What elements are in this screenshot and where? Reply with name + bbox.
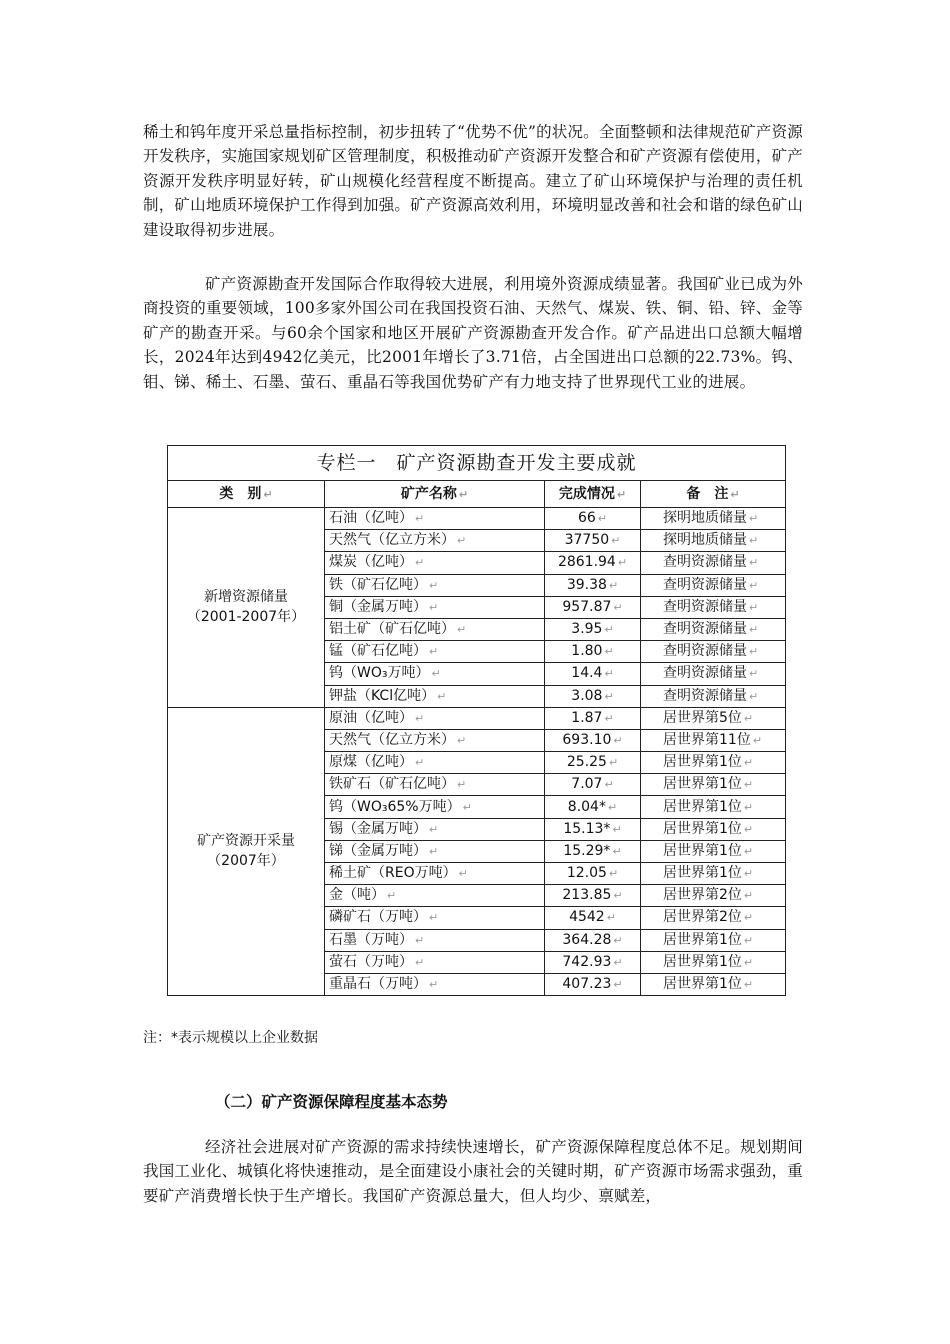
mineral-name-cell (325, 818, 545, 840)
mineral-name-cell (325, 885, 545, 907)
paragraph-mark-icon: ↵ (458, 867, 468, 881)
paragraph-mark-icon: ↵ (613, 978, 623, 992)
completion-value-cell-text: 25.25 (566, 754, 607, 771)
paragraph-mark-icon: ↵ (429, 645, 439, 659)
completion-value-cell-text: 3.08 (571, 687, 603, 704)
remark-cell (641, 796, 786, 818)
paragraph-mark-icon: ↵ (457, 778, 467, 792)
remark-cell-text: 居世界第1位 (663, 865, 742, 882)
paragraph-mark-icon: ↵ (415, 711, 425, 725)
paragraph-mark-icon: ↵ (749, 623, 759, 637)
table-footnote: 注：*表示规模以上企业数据 (143, 1030, 318, 1046)
completion-value-cell-text: 15.13* (563, 820, 611, 837)
remark-cell (641, 929, 786, 951)
paragraph-mark-icon: ↵ (608, 578, 619, 592)
mineral-name-cell-text: 原煤（亿吨） (329, 754, 413, 771)
paragraph-mark-icon: ↵ (617, 556, 628, 570)
remark-cell-text: 居世界第2位 (663, 909, 742, 926)
completion-value-cell-text: 12.05 (566, 865, 607, 882)
paragraph-mark-icon: ↵ (743, 955, 754, 969)
paragraph-mark-icon: ↵ (387, 889, 397, 903)
remark-cell (641, 752, 786, 774)
paragraph-mark-icon: ↵ (743, 889, 754, 903)
paragraph-mark-icon: ↵ (743, 756, 754, 770)
paragraph-mark-icon: ↵ (415, 512, 425, 526)
mineral-name-cell (325, 707, 545, 729)
paragraph-mark-icon: ↵ (429, 844, 439, 858)
paragraph-mark-icon: ↵ (607, 800, 618, 814)
completion-value-cell (545, 796, 641, 818)
paragraph-mark-icon: ↵ (604, 667, 614, 681)
completion-value-cell (545, 707, 641, 729)
remark-cell (641, 618, 786, 640)
completion-value-cell (545, 840, 641, 862)
completion-value-cell-text: 37750 (564, 532, 610, 549)
remark-cell-text: 居世界第1位 (663, 931, 742, 948)
paragraph-mark-icon: ↵ (743, 844, 754, 858)
table-header-row (168, 481, 786, 508)
mineral-name-cell (325, 729, 545, 751)
completion-value-cell (545, 885, 641, 907)
completion-value-cell-text: 213.85 (562, 887, 612, 904)
remark-cell (641, 729, 786, 751)
remark-cell (641, 552, 786, 574)
completion-value-cell-text: 8.04* (567, 798, 606, 815)
paragraph-mark-icon: ↵ (743, 978, 754, 992)
mineral-name-cell-text: 天然气（亿立方米） (329, 731, 455, 748)
paragraph-mark-icon: ↵ (749, 689, 759, 703)
paragraph-mark-icon: ↵ (604, 711, 614, 725)
remark-cell (641, 840, 786, 862)
remark-cell-text: 查明资源储量 (663, 554, 747, 571)
completion-value-cell-text: 742.93 (562, 953, 612, 970)
paragraph-mark-icon: ↵ (431, 667, 441, 681)
mineral-name-cell (325, 863, 545, 885)
paragraph-mark-icon: ↵ (457, 534, 467, 548)
remark-cell-text: 居世界第1位 (663, 976, 742, 993)
header-name: 矿产名称 ↵ (325, 481, 545, 508)
paragraph-mark-icon: ↵ (743, 867, 754, 881)
table-row (168, 508, 786, 530)
paragraph-mark-icon: ↵ (597, 512, 608, 526)
mineral-name-cell (325, 574, 545, 596)
completion-value-cell (545, 618, 641, 640)
paragraph-mark-icon: ↵ (462, 800, 472, 814)
completion-value-cell (545, 508, 641, 530)
remark-cell (641, 951, 786, 973)
paragraph-mark-icon: ↵ (611, 534, 621, 548)
remark-cell-text: 查明资源储量 (663, 621, 747, 638)
completion-value-cell (545, 973, 641, 995)
paragraph-mark-icon: ↵ (613, 733, 623, 747)
paragraph-mark-icon: ↵ (743, 711, 754, 725)
section-heading: （二）矿产资源保障程度基本态势 (215, 1093, 448, 1111)
mineral-name-cell (325, 840, 545, 862)
remark-cell-text: 居世界第1位 (663, 776, 742, 793)
paragraph-mark-icon: ↵ (457, 733, 467, 747)
mineral-name-cell (325, 951, 545, 973)
mineral-name-cell-text: 石墨（万吨） (329, 931, 413, 948)
mineral-name-cell-text: 原油（亿吨） (329, 709, 413, 726)
paragraph-mark-icon: ↵ (612, 822, 622, 836)
completion-value-cell-text: 693.10 (562, 731, 612, 748)
category-cell-2 (168, 707, 325, 995)
paragraph-mark-icon: ↵ (743, 800, 754, 814)
mineral-name-cell-text: 重晶石（万吨） (329, 976, 427, 993)
completion-value-cell (545, 907, 641, 929)
mineral-name-cell (325, 508, 545, 530)
mineral-name-cell-text: 钨（WO₃65%万吨） (329, 798, 461, 815)
paragraph-mark-icon: ↵ (604, 645, 614, 659)
paragraph-mark-icon: ↵ (613, 600, 623, 614)
mineral-name-cell (325, 685, 545, 707)
remark-cell-text: 探明地质储量 (663, 510, 747, 527)
mineral-name-cell-text: 锡（金属万吨） (329, 820, 427, 837)
paragraph-mark-icon: ↵ (429, 578, 439, 592)
completion-value-cell (545, 641, 641, 663)
remark-cell-text: 查明资源储量 (663, 643, 747, 660)
mineral-name-cell (325, 641, 545, 663)
completion-value-cell-text: 364.28 (562, 931, 612, 948)
remark-cell (641, 863, 786, 885)
remark-cell-text: 居世界第1位 (663, 842, 742, 859)
mineral-name-cell (325, 663, 545, 685)
remark-cell (641, 663, 786, 685)
completion-value-cell-text: 15.29* (563, 842, 611, 859)
completion-value-cell-text: 407.23 (562, 976, 612, 993)
remark-cell-text: 居世界第2位 (663, 887, 742, 904)
paragraph-mark-icon: ↵ (749, 600, 759, 614)
mineral-name-cell-text: 铁（矿石亿吨） (329, 576, 427, 593)
paragraph-mark-icon: ↵ (749, 556, 759, 570)
completion-value-cell-text: 1.87 (571, 709, 603, 726)
achievements-table-container (167, 445, 785, 996)
paragraph-mark-icon: ↵ (429, 978, 439, 992)
completion-value-cell (545, 752, 641, 774)
remark-cell (641, 907, 786, 929)
remark-cell-text: 居世界第1位 (663, 820, 742, 837)
mineral-name-cell-text: 锑（金属万吨） (329, 842, 427, 859)
completion-value-cell-text: 14.4 (571, 665, 603, 682)
mineral-name-cell-text: 铜（金属万吨） (329, 598, 427, 615)
paragraph-mark-icon: ↵ (415, 955, 425, 969)
mineral-name-cell-text: 稀土矿（REO万吨） (329, 865, 457, 882)
remark-cell (641, 530, 786, 552)
remark-cell (641, 641, 786, 663)
paragraph-mark-icon: ↵ (749, 645, 759, 659)
completion-value-cell (545, 552, 641, 574)
remark-cell (641, 973, 786, 995)
paragraph-mark-icon: ↵ (613, 889, 623, 903)
paragraph-2: 矿产资源勘查开发国际合作取得较大进展，利用境外资源成绩显著。我国矿业已成为外商投资的重要领域，100多家外国公司在我国投资石油、天然气、煤炭、铁、铜、铅、锌、金等矿产的勘查开采。与60余个国家和地区开展矿产资源勘查开发合作。矿产品进出口总额大幅增长，2024年达到4942亿美元，比2001年增长了3.71倍，占全国进出口总额的22.73%。钨、钼、锑、稀土、石墨、萤石、重晶石等我国优势矿产有力地支持了世界现代工业的进展。 (143, 275, 803, 391)
completion-value-cell (545, 663, 641, 685)
paragraph-mark-icon: ↵ (743, 778, 754, 792)
paragraph-mark-icon: ↵ (749, 512, 759, 526)
remark-cell-text: 居世界第11位 (663, 731, 751, 748)
completion-value-cell (545, 929, 641, 951)
completion-value-cell (545, 774, 641, 796)
mineral-name-cell-text: 磷矿石（万吨） (329, 909, 427, 926)
remark-cell-text: 居世界第1位 (663, 798, 742, 815)
mineral-name-cell (325, 552, 545, 574)
paragraph-1: 稀土和钨年度开采总量指标控制，初步扭转了“优势不优”的状况。全面整顿和法律规范矿产资源开发秩序，实施国家规划矿区管理制度，积极推动矿产资源开发整合和矿产资源有偿使用，矿产资源开发秩序明显好转，矿山规模化经营程度不断提高。建立了矿山环境保护与治理的责任机制，矿山地质环境保护工作得到加强。矿产资源高效利用，环境明显改善和社会和谐的绿色矿山建设取得初步进展。 (143, 123, 803, 239)
completion-value-cell-text: 7.07 (571, 776, 603, 793)
mineral-name-cell-text: 煤炭（亿吨） (329, 554, 413, 571)
remark-cell (641, 574, 786, 596)
remark-cell-text: 居世界第1位 (663, 754, 742, 771)
mineral-name-cell-text: 萤石（万吨） (329, 953, 413, 970)
remark-cell-text: 查明资源储量 (663, 598, 747, 615)
remark-cell (641, 774, 786, 796)
paragraph-mark-icon: ↵ (749, 667, 759, 681)
paragraph-mark-icon: ↵ (429, 822, 439, 836)
remark-cell (641, 818, 786, 840)
paragraph-mark-icon: ↵ (604, 689, 614, 703)
mineral-name-cell-text: 石油（亿吨） (329, 510, 413, 527)
mineral-name-cell (325, 929, 545, 951)
paragraph-mark-icon: ↵ (415, 756, 425, 770)
completion-value-cell (545, 863, 641, 885)
completion-value-cell (545, 729, 641, 751)
paragraph-mark-icon: ↵ (608, 867, 619, 881)
remark-cell (641, 707, 786, 729)
mineral-name-cell (325, 530, 545, 552)
completion-value-cell (545, 685, 641, 707)
completion-value-cell (545, 530, 641, 552)
mineral-name-cell (325, 907, 545, 929)
remark-cell-text: 探明地质储量 (663, 532, 747, 549)
completion-value-cell-text: 4542 (569, 909, 605, 926)
mineral-name-cell-text: 铁矿石（矿石亿吨） (329, 776, 455, 793)
paragraph-mark-icon: ↵ (749, 578, 759, 592)
remark-cell-text: 查明资源储量 (663, 576, 747, 593)
remark-cell (641, 685, 786, 707)
paragraph-3: 经济社会进展对矿产资源的需求持续快速增长，矿产资源保障程度总体不足。规划期间我国工业化、城镇化将快速推动，是全面建设小康社会的关键时期，矿产资源市场需求强劲，重要矿产消费增长快于生产增长。我国矿产资源总量大，但人均少、禀赋差， (143, 1138, 803, 1205)
mineral-name-cell-text: 锰（矿石亿吨） (329, 643, 427, 660)
remark-cell-text: 查明资源储量 (663, 687, 747, 704)
header-status: 完成情况 ↵ (545, 481, 641, 508)
category-label: 新增资源储量 (204, 589, 288, 606)
mineral-name-cell (325, 796, 545, 818)
paragraph-mark-icon: ↵ (415, 556, 425, 570)
paragraph-mark-icon: ↵ (608, 756, 619, 770)
category-cell-1 (168, 508, 325, 708)
mineral-name-cell-text: 钨（WO₃万吨） (329, 665, 430, 682)
remark-cell (641, 508, 786, 530)
category-period: （2001-2007年） (186, 609, 306, 626)
completion-value-cell-text: 66 (577, 510, 596, 527)
completion-value-cell (545, 951, 641, 973)
paragraph-mark-icon: ↵ (429, 600, 439, 614)
paragraph-mark-icon: ↵ (743, 933, 754, 947)
completion-value-cell (545, 818, 641, 840)
completion-value-cell-text: 957.87 (562, 598, 612, 615)
achievements-table (167, 445, 786, 996)
paragraph-mark-icon: ↵ (457, 623, 467, 637)
mineral-name-cell (325, 752, 545, 774)
completion-value-cell-text: 2861.94 (557, 554, 616, 571)
mineral-name-cell (325, 774, 545, 796)
paragraph-mark-icon: ↵ (613, 933, 623, 947)
completion-value-cell-text: 3.95 (571, 621, 603, 638)
header-note: 备 注 ↵ (641, 481, 786, 508)
table-row (168, 707, 786, 729)
paragraph-mark-icon: ↵ (612, 844, 622, 858)
mineral-name-cell (325, 596, 545, 618)
mineral-name-cell (325, 973, 545, 995)
remark-cell (641, 596, 786, 618)
completion-value-cell-text: 1.80 (571, 643, 603, 660)
paragraph-mark-icon: ↵ (604, 623, 614, 637)
mineral-name-cell (325, 618, 545, 640)
paragraph-mark-icon: ↵ (743, 911, 754, 925)
mineral-name-cell-text: 金（吨） (329, 887, 385, 904)
category-period: （2007年） (207, 853, 285, 870)
category-label: 矿产资源开采量 (197, 833, 295, 850)
paragraph-mark-icon: ↵ (606, 911, 616, 925)
header-category: 类 别 ↵ (168, 481, 325, 508)
paragraph-mark-icon: ↵ (429, 911, 439, 925)
paragraph-mark-icon: ↵ (752, 733, 763, 747)
completion-value-cell (545, 574, 641, 596)
table-title: 专栏一 矿产资源勘查开发主要成就 (168, 446, 786, 481)
paragraph-mark-icon: ↵ (749, 534, 759, 548)
mineral-name-cell-text: 铝土矿（矿石亿吨） (329, 621, 455, 638)
completion-value-cell (545, 596, 641, 618)
paragraph-mark-icon: ↵ (743, 822, 754, 836)
table-title-row (168, 446, 786, 481)
remark-cell-text: 查明资源储量 (663, 665, 747, 682)
remark-cell-text: 居世界第1位 (663, 953, 742, 970)
paragraph-mark-icon: ↵ (437, 689, 447, 703)
mineral-name-cell-text: 钾盐（KCl亿吨） (329, 687, 436, 704)
mineral-name-cell-text: 天然气（亿立方米） (329, 532, 455, 549)
remark-cell-text: 居世界第5位 (663, 709, 742, 726)
paragraph-mark-icon: ↵ (415, 933, 425, 947)
paragraph-mark-icon: ↵ (604, 778, 614, 792)
remark-cell (641, 885, 786, 907)
completion-value-cell-text: 39.38 (566, 576, 607, 593)
paragraph-mark-icon: ↵ (613, 955, 623, 969)
